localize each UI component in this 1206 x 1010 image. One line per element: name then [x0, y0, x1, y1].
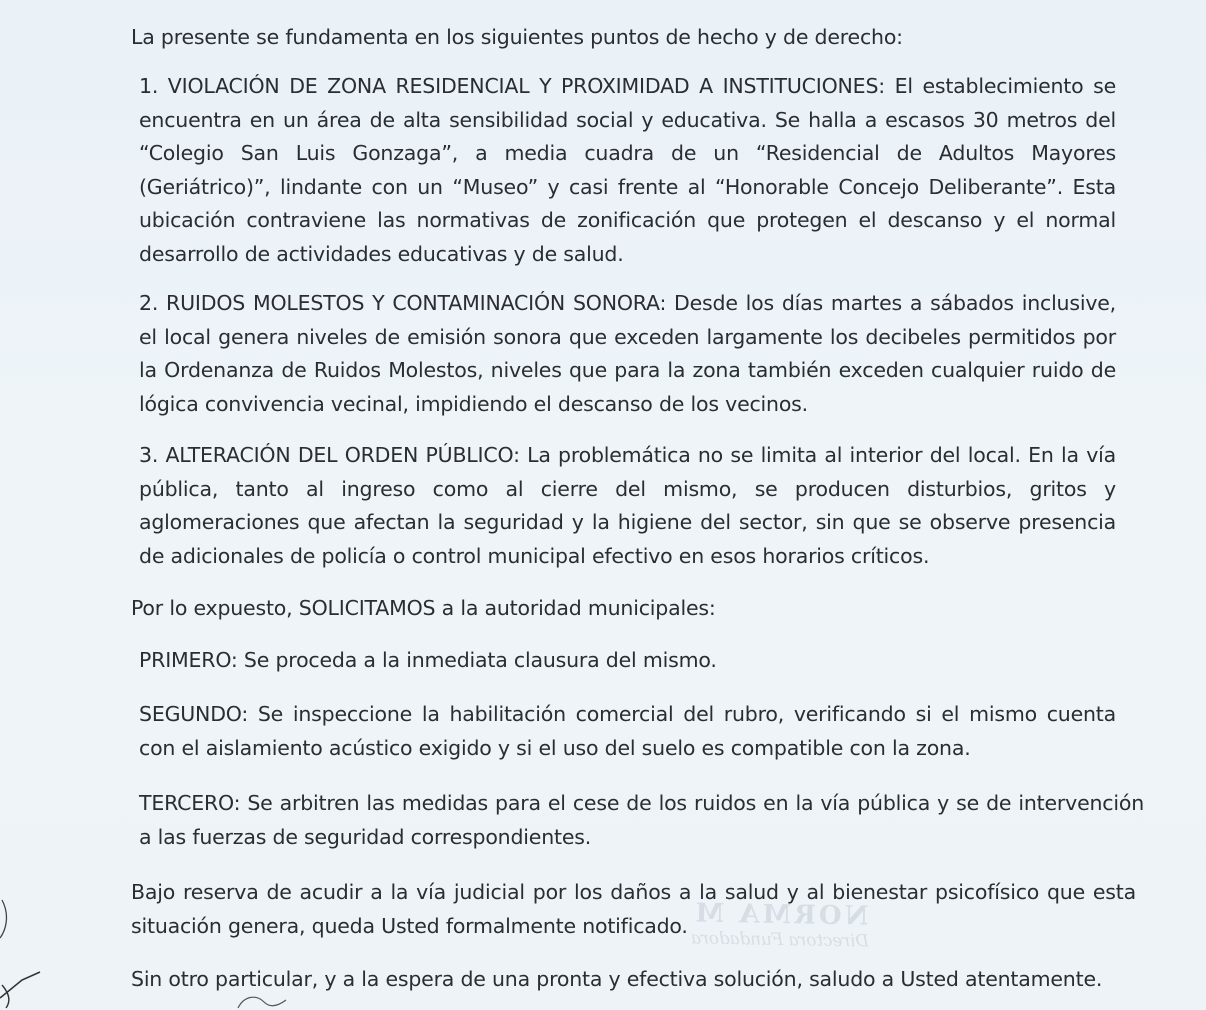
- point-3: 3. ALTERACIÓN DEL ORDEN PÚBLICO: La problemática no se limita al interior del local. En la vía pública, tanto al ingreso como al cierre del mismo, se producen disturbios, gritos y aglomeraciones que afectan la seguridad y la higiene del sector, sin que se observe presencia de adicionales de policía o control municipal efectivo en esos horarios críticos.: [139, 443, 1116, 568]
- stamp-name: NORMA M: [692, 898, 869, 932]
- request-primero: PRIMERO: Se proceda a la inmediata clausura del mismo.: [139, 648, 717, 672]
- stamp-title: Directora Fundadora: [690, 928, 870, 952]
- intro-paragraph: La presente se fundamenta en los siguientes puntos de hecho y de derecho:: [131, 25, 903, 49]
- point-1: 1. VIOLACIÓN DE ZONA RESIDENCIAL Y PROXIMIDAD A INSTITUCIONES: El establecimiento se encuentra en un área de alta sensibilidad social y educativa. Se halla a escasos 30 metros del “Colegio San Luis Gonzaga”, a media cuadra de un “Residencial de Adultos Mayores (Geriátrico)”, lindante con un “Museo” y casi frente al “Honorable Concejo Deliberante”. Esta ubicación contraviene las normativas de zonificación que protegen el descanso y el normal desarrollo de actividades educativas y de salud.: [139, 74, 1116, 266]
- request-intro: Por lo expuesto, SOLICITAMOS a la autoridad municipales:: [131, 596, 716, 620]
- margin-pen-marks: [0, 880, 60, 1010]
- point-2: 2. RUIDOS MOLESTOS Y CONTAMINACIÓN SONORA: Desde los días martes a sábados inclusive, el local genera niveles de emisión sonora que exceden largamente los decibeles permitidos por la Ordenanza de Ruidos Molestos, niveles que para la zona también exceden cualquier ruido de lógica convivencia vecinal, impidiendo el descanso de los vecinos.: [139, 291, 1116, 416]
- request-segundo: SEGUNDO: Se inspeccione la habilitación comercial del rubro, verificando si el mismo cuenta con el aislamiento acústico exigido y si el uso del suelo es compatible con la zona.: [139, 702, 1116, 760]
- closing-paragraph: Sin otro particular, y a la espera de una pronta y efectiva solución, saludo a Usted atentamente.: [131, 967, 1103, 991]
- reservation-paragraph: Bajo reserva de acudir a la vía judicial por los daños a la salud y al bienestar psicofísico que esta situación genera, queda Usted formalmente notificado.: [131, 880, 1136, 938]
- request-tercero: TERCERO: Se arbitren las medidas para el cese de los ruidos en la vía pública y se de intervención a las fuerzas de seguridad correspondientes.: [139, 791, 1144, 849]
